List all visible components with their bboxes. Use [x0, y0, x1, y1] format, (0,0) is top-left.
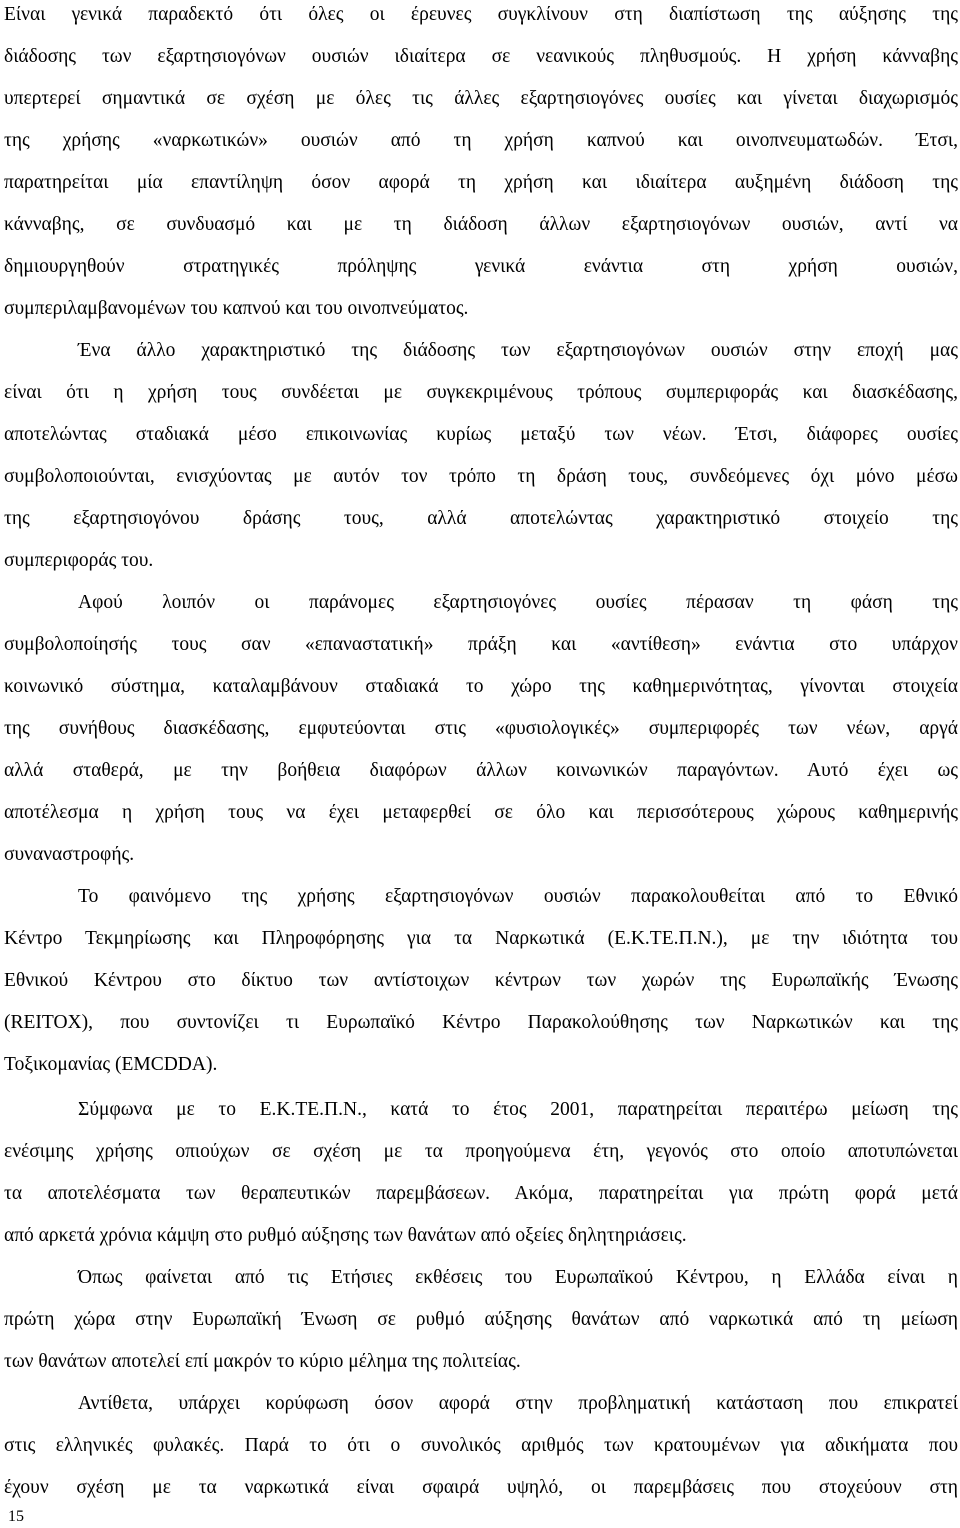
document-page: [4, 0, 958, 1528]
text-line: Ένα άλλο χαρακτηριστικό της διάδοσης των εξαρτησιογόνων ουσιών στην εποχή μας: [78, 340, 958, 361]
text-line: δημιουργηθούν στρατηγικές πρόληψης γενικά ενάντια στη χρήση ουσιών,: [4, 256, 958, 277]
text-line: κοινωνικό σύστημα, καταλαμβάνουν σταδιακά το χώρο της καθημερινότητας, γίνονται στοιχεία: [4, 676, 958, 697]
text-line: των θανάτων αποτελεί επί μακρόν το κύριο μέλημα της πολιτείας.: [4, 1351, 521, 1372]
text-line: Το φαινόμενο της χρήσης εξαρτησιογόνων ουσιών παρακολουθείται από το Εθνικό: [78, 886, 958, 907]
text-line: αποτελώντας σταδιακά μέσο επικοινωνίας κυρίως μεταξύ των νέων. Έτσι, διάφορες ουσίες: [4, 424, 958, 445]
text-line: Σύμφωνα με το Ε.Κ.ΤΕ.Π.Ν., κατά το έτος 2001, παρατηρείται περαιτέρω μείωση της: [78, 1099, 958, 1120]
text-line: Αφού λοιπόν οι παράνομες εξαρτησιογόνες ουσίες πέρασαν τη φάση της: [78, 592, 958, 613]
text-line: υπερτερεί σημαντικά σε σχέση με όλες τις άλλες εξαρτησιογόνες ουσίες και γίνεται διαχωρισμός: [4, 88, 958, 109]
text-line: συμβολοποίησής τους σαν «επαναστατική» πράξη και «αντίθεση» ενάντια στο υπάρχον: [4, 634, 958, 655]
text-line: στις ελληνικές φυλακές. Παρά το ότι ο συνολικός αριθμός των κρατουμένων για αδικήματα που: [4, 1435, 958, 1456]
text-line: πρώτη χώρα στην Ευρωπαϊκή Ένωση σε ρυθμό αύξησης θανάτων από ναρκωτικά από τη μείωση: [4, 1309, 958, 1330]
text-line: της συνήθους διασκέδασης, εμφυτεύονται στις «φυσιολογικές» συμπεριφορές των νέων, αργά: [4, 718, 958, 739]
text-line: είναι ότι η χρήση τους συνδέεται με συγκεκριμένους τρόπους συμπεριφοράς και διασκέδασης,: [4, 382, 958, 403]
text-line: της εξαρτησιογόνου δράσης τους, αλλά αποτελώντας χαρακτηριστικό στοιχείο της: [4, 508, 958, 529]
text-line: της χρήσης «ναρκωτικών» ουσιών από τη χρήση καπνού και οινοπνευματωδών. Έτσι,: [4, 130, 958, 151]
text-line: αποτέλεσμα η χρήση τους να έχει μεταφερθεί σε όλο και περισσότερους χώρους καθημερινής: [4, 802, 958, 823]
text-line: ενέσιμης χρήσης οπιούχων σε σχέση με τα προηγούμενα έτη, γεγονός στο οποίο αποτυπώνεται: [4, 1141, 958, 1162]
text-line: παρατηρείται μία επαντίληψη όσον αφορά τη χρήση και ιδιαίτερα αυξημένη διάδοση της: [4, 172, 958, 193]
text-line: συμπεριφοράς του.: [4, 550, 154, 571]
text-line: Εθνικού Κέντρου στο δίκτυο των αντίστοιχων κέντρων των χωρών της Ευρωπαϊκής Ένωσης: [4, 970, 958, 991]
text-line: (REITOX), που συντονίζει τι Ευρωπαϊκό Κέντρο Παρακολούθησης των Ναρκωτικών και της: [4, 1012, 958, 1033]
text-line: συναναστροφής.: [4, 844, 135, 865]
text-line: Κέντρο Τεκμηρίωσης και Πληροφόρησης για τα Ναρκωτικά (Ε.Κ.ΤΕ.Π.Ν.), με την ιδιότητα του: [4, 928, 958, 949]
text-line: συμπεριλαμβανομένων του καπνού και του οινοπνεύματος.: [4, 298, 469, 319]
text-line: αλλά σταθερά, με την βοήθεια διαφόρων άλλων κοινωνικών παραγόντων. Αυτό έχει ως: [4, 760, 958, 781]
text-line: τα αποτελέσματα των θεραπευτικών παρεμβάσεων. Ακόμα, παρατηρείται για πρώτη φορά μετά: [4, 1183, 958, 1204]
text-line: συμβολοποιούνται, ενισχύοντας με αυτόν τον τρόπο τη δράση τους, συνδεόμενες όχι μόνο μέσω: [4, 466, 958, 487]
page-number: 15: [8, 1508, 24, 1525]
text-line: Αντίθετα, υπάρχει κορύφωση όσον αφορά στην προβληματική κατάσταση που επικρατεί: [78, 1393, 958, 1414]
text-line: Όπως φαίνεται από τις Ετήσιες εκθέσεις του Ευρωπαϊκού Κέντρου, η Ελλάδα είναι η: [78, 1267, 958, 1288]
text-line: Τοξικομανίας (EMCDDA).: [4, 1054, 218, 1075]
text-line: διάδοσης των εξαρτησιογόνων ουσιών ιδιαίτερα σε νεανικούς πληθυσμούς. Η χρήση κάνναβης: [4, 46, 958, 67]
text-line: κάνναβης, σε συνδυασμό και με τη διάδοση άλλων εξαρτησιογόνων ουσιών, αντί να: [4, 214, 958, 235]
text-line: από αρκετά χρόνια κάμψη στο ρυθμό αύξησης των θανάτων από οξείες δηλητηριάσεις.: [4, 1225, 687, 1246]
text-line: έχουν σχέση με τα ναρκωτικά είναι σφαιρά υψηλό, οι παρεμβάσεις που στοχεύουν στη: [4, 1477, 958, 1498]
text-line: Είναι γενικά παραδεκτό ότι όλες οι έρευνες συγκλίνουν στη διαπίστωση της αύξησης της: [4, 4, 958, 25]
